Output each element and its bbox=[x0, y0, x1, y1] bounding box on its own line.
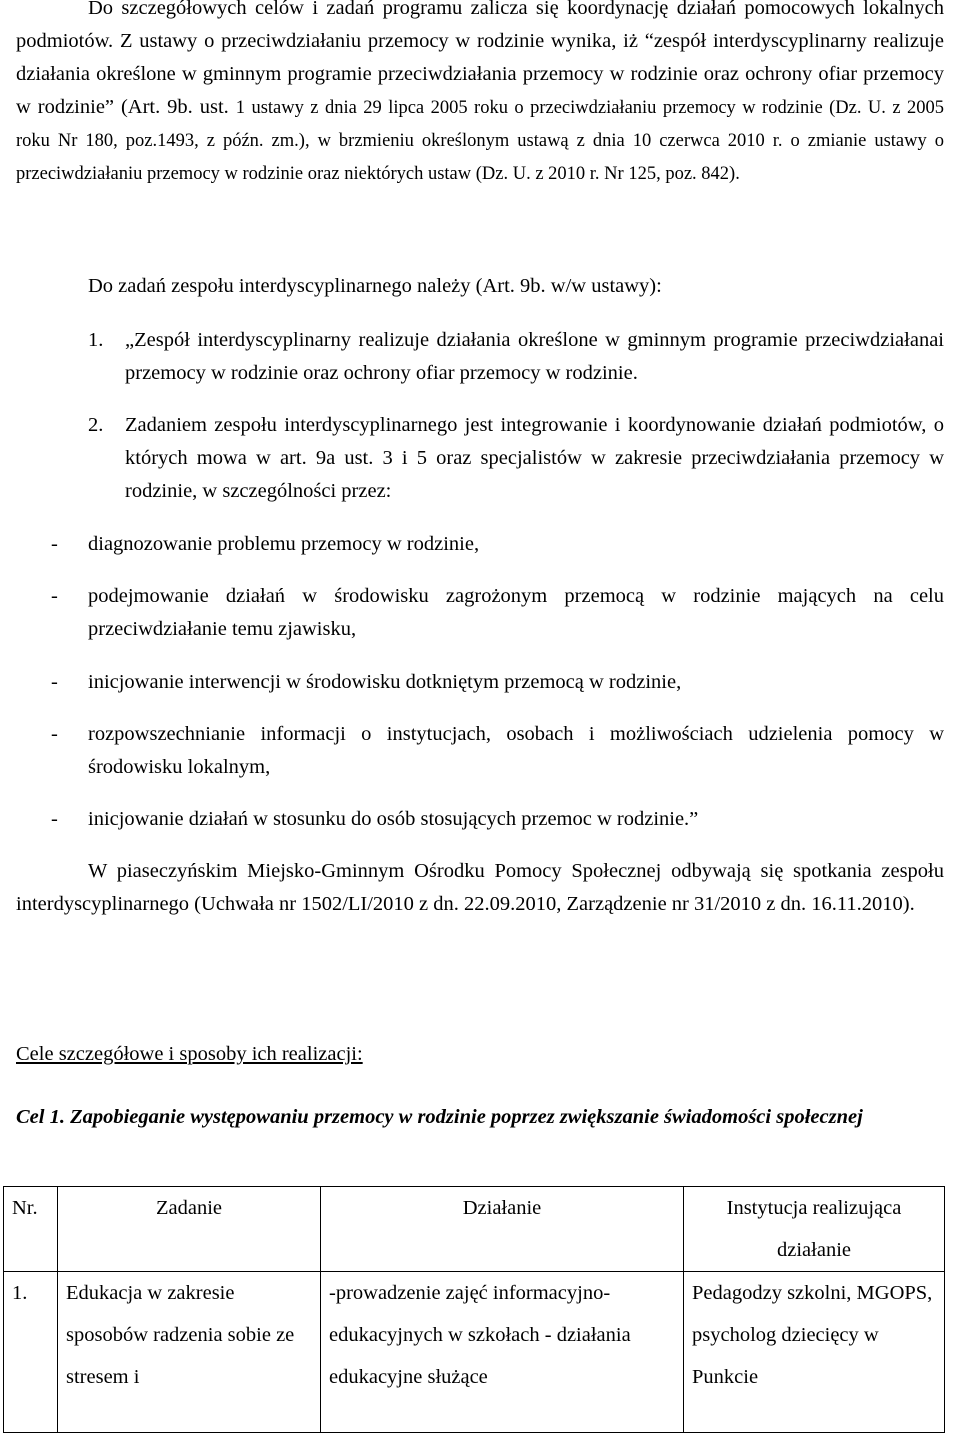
dash-marker: - bbox=[51, 723, 58, 745]
numbered-item-number: 2. bbox=[88, 414, 104, 436]
numbered-item-text: Zadaniem zespołu interdyscyplinarnego jest integrowanie i koordynowanie działań podmiotów, o których mowa w art. 9a ust. 3 i 5 oraz specjalistów w zakresie przeciwdziałania przemocy w rodzinie, w szczególności przez: bbox=[125, 414, 944, 502]
intro-text-legal: 1 ustawy z dnia 29 lipca 2005 roku o przeciwdziałaniu przemocy w rodzinie (Dz. U. z 2005 roku Nr 180, poz.1493, z późn. zm.), w brzmieniu określonym ustawą z dnia 10 czerwca 2010 r. o zmianie ustawy o przeciwdziałaniu przemocy w rodzinie oraz niektórych ustaw (Dz. U. z 2010 r. Nr 125, poz. 842). bbox=[16, 98, 944, 184]
intro-paragraph bbox=[16, 0, 944, 190]
header-cell-dzialanie: Działanie bbox=[321, 1187, 684, 1272]
header-cell-nr: Nr. bbox=[4, 1187, 58, 1272]
dash-item bbox=[16, 803, 944, 836]
intro-text-main: Do szczegółowych celów i zadań programu zalicza się koordynację działań pomocowych lokalnych podmiotów. Z ustawy o przeciwdziałaniu przemocy w rodzinie wynika, iż “zespół interdyscyplinarny realizuje działania określone w gminnym programie przeciwdziałania przemocy w rodzinie oraz ochrony ofiar przemocy w rodzinie” (Art. 9b. ust. bbox=[16, 0, 944, 118]
numbered-item-2 bbox=[88, 409, 944, 508]
header-cell-zadanie: Zadanie bbox=[58, 1187, 321, 1272]
table-row bbox=[4, 1272, 945, 1433]
dash-item bbox=[16, 718, 944, 784]
tasks-intro: Do zadań zespołu interdyscyplinarnego należy (Art. 9b. w/w ustawy): bbox=[88, 275, 662, 297]
dash-text: podejmowanie działań w środowisku zagrożonym przemocą w rodzinie mających na celu przeciwdziałanie temu zjawisku, bbox=[88, 585, 944, 640]
dash-marker: - bbox=[51, 585, 58, 607]
cell-instytucja: Pedagodzy szkolni, MGOPS, psycholog dziecięcy w Punkcie bbox=[684, 1272, 945, 1433]
dash-item bbox=[16, 666, 944, 699]
cell-zadanie: Edukacja w zakresie sposobów radzenia sobie ze stresem i bbox=[58, 1272, 321, 1433]
dash-marker: - bbox=[51, 808, 58, 830]
dash-text: diagnozowanie problemu przemocy w rodzinie, bbox=[88, 533, 480, 555]
header-cell-instytucja: Instytucja realizująca działanie bbox=[684, 1187, 945, 1272]
goals-heading: Cele szczegółowe i sposoby ich realizacji: bbox=[16, 1043, 363, 1065]
dash-marker: - bbox=[51, 671, 58, 693]
dash-item bbox=[16, 580, 944, 646]
goals-table bbox=[3, 1186, 945, 1433]
goal-1-heading: Cel 1. Zapobieganie występowaniu przemocy w rodzinie poprzez zwiększanie świadomości społecznej bbox=[16, 1106, 863, 1128]
cell-dzialanie: -prowadzenie zajęć informacyjno-edukacyjnych w szkołach - działania edukacyjne służące bbox=[321, 1272, 684, 1433]
numbered-item-1 bbox=[88, 324, 944, 390]
dash-text: rozpowszechnianie informacji o instytucjach, osobach i możliwościach udzielenia pomocy w środowisku lokalnym, bbox=[88, 723, 944, 778]
dash-text: inicjowanie działań w stosunku do osób stosujących przemoc w rodzinie.” bbox=[88, 808, 699, 830]
dash-marker: - bbox=[51, 533, 58, 555]
dash-item bbox=[16, 528, 944, 561]
numbered-item-number: 1. bbox=[88, 329, 104, 351]
cell-nr: 1. bbox=[4, 1272, 58, 1433]
numbered-item-text: „Zespół interdyscyplinarny realizuje działania określone w gminnym programie przeciwdziałanai przemocy w rodzinie oraz ochrony ofiar przemocy w rodzinie. bbox=[125, 329, 944, 384]
table-header-row bbox=[4, 1187, 945, 1272]
dash-text: inicjowanie interwencji w środowisku dotkniętym przemocą w rodzinie, bbox=[88, 671, 682, 693]
meetings-paragraph: W piaseczyńskim Miejsko-Gminnym Ośrodku Pomocy Społecznej odbywają się spotkania zespołu interdyscyplinarnego (Uchwała nr 1502/LI/2010 z dn. 22.09.2010, Zarządzenie nr 31/2010 z dn. 16.11.2010). bbox=[16, 860, 944, 915]
